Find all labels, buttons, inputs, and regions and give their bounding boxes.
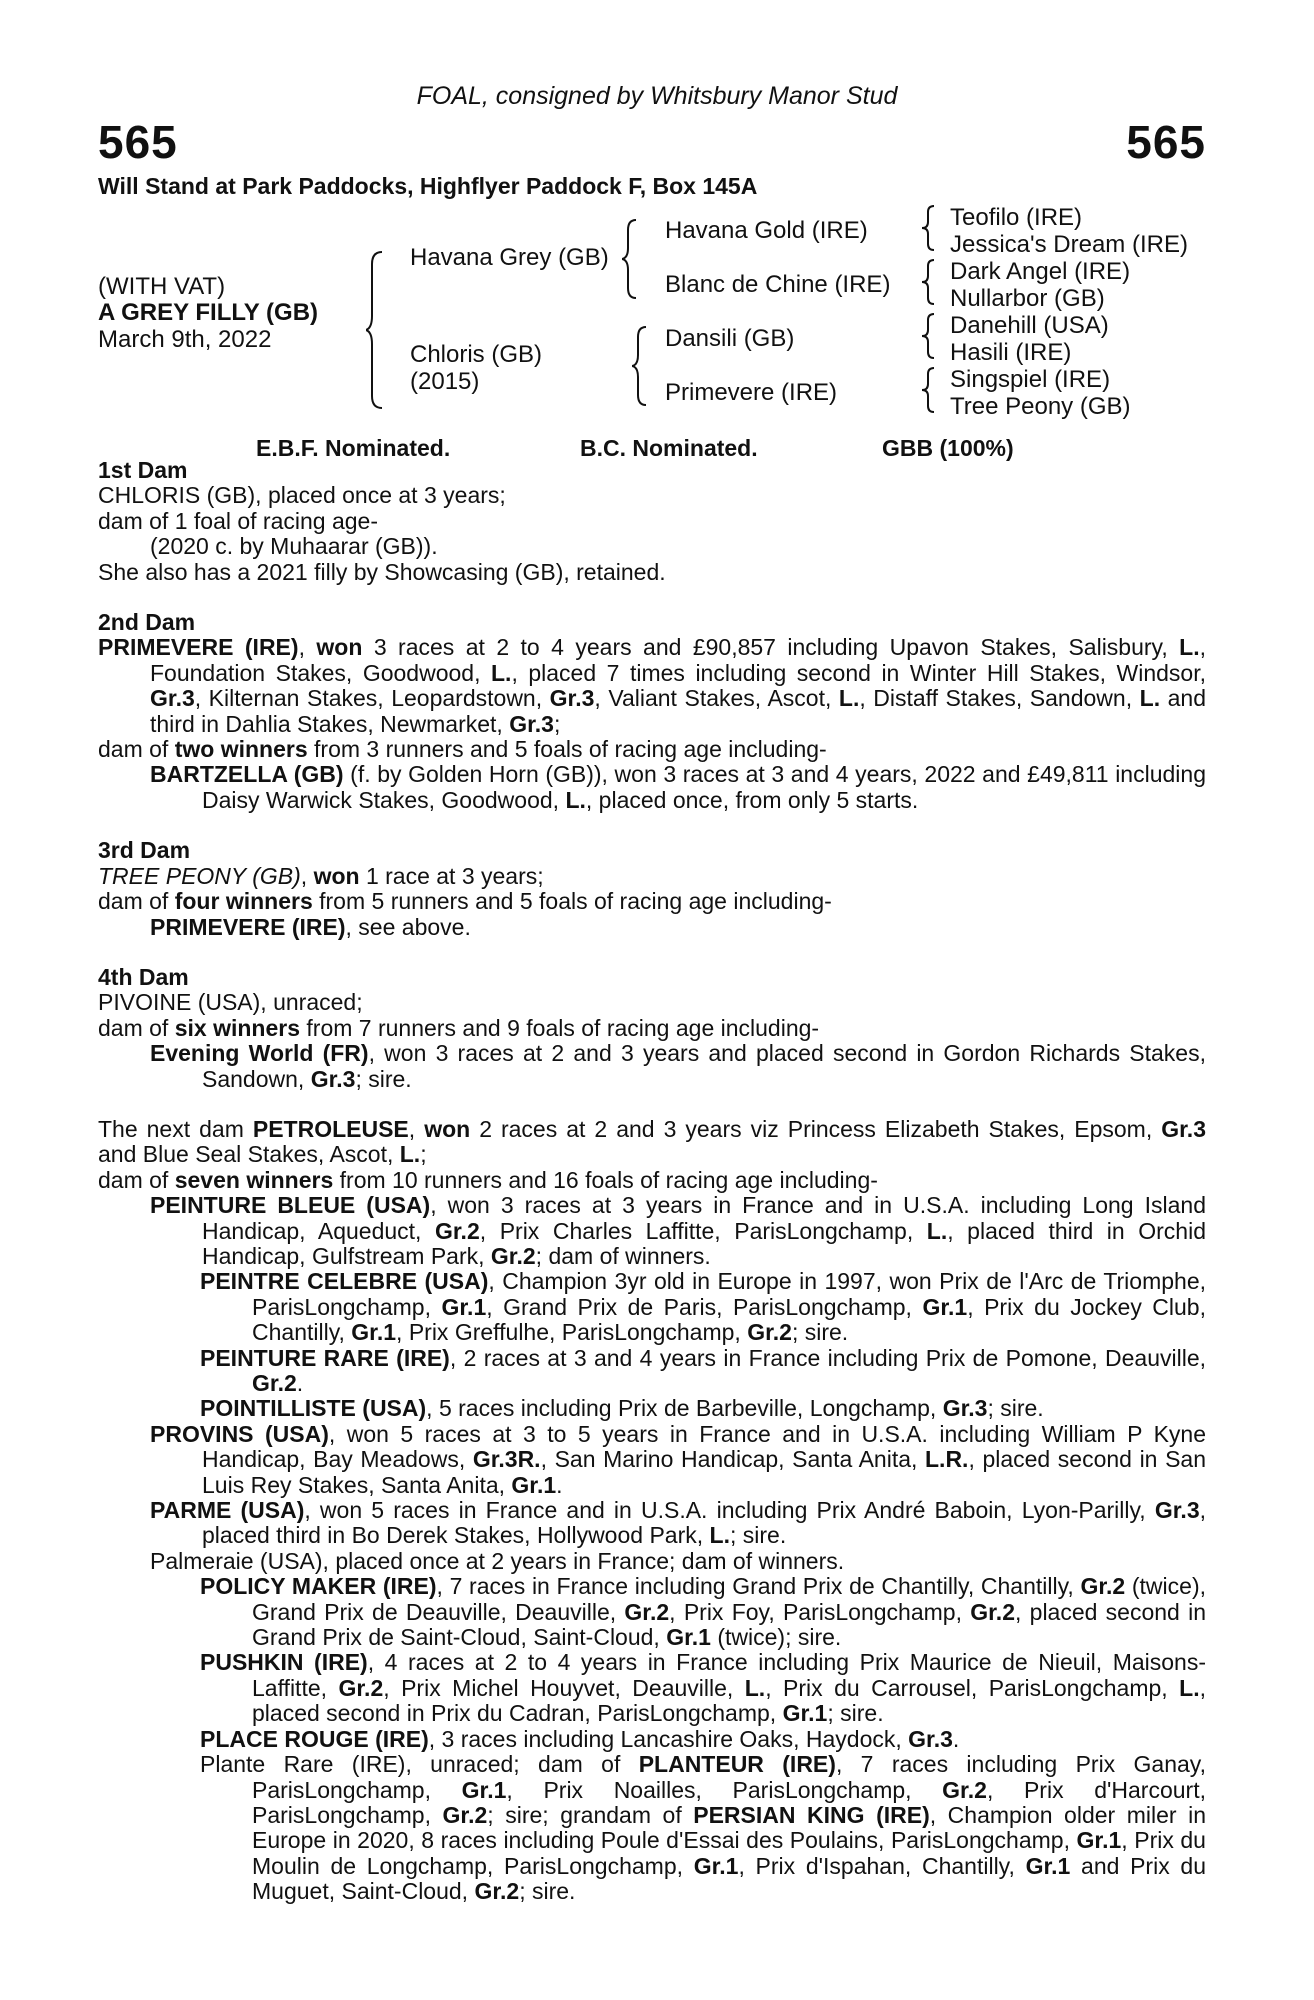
dam-sire: Dansili (GB) — [665, 325, 795, 352]
peintre-celebre-record: PEINTRE CELEBRE (USA), Champion 3yr old in Europe in 1997, won Prix de l'Arc de Triomphe, ParisLongchamp, Gr.1, Grand Prix de Paris, ParisLongchamp, Gr.1, Prix du Jockey Club, Chantilly, Gr.1, Prix Greffulhe, ParisLongchamp, Gr.2; sire. — [200, 1268, 1206, 1346]
dds: Singspiel (IRE) — [950, 366, 1111, 393]
fourth-dam-heading: 4th Dam — [98, 963, 189, 990]
second-dam-heading: 2nd Dam — [98, 609, 196, 636]
pointilliste-record: POINTILLISTE (USA), 5 races including Prix de Barbeville, Longchamp, Gr.3; sire. — [200, 1395, 1044, 1422]
bc-nomination: B.C. Nominated. — [580, 435, 758, 461]
first-dam-produce: (2020 c. by Muhaarar (GB)). — [150, 533, 438, 560]
dam-year: (2015) — [410, 368, 480, 395]
place-rouge-record: PLACE ROUGE (IRE), 3 races including Lancashire Oaks, Haydock, Gr.3. — [200, 1725, 960, 1752]
dam: Chloris (GB) — [410, 341, 543, 368]
first-dam-heading: 1st Dam — [98, 457, 188, 483]
sire-dam: Blanc de Chine (IRE) — [665, 271, 891, 298]
gbb-status: GBB (100%) — [882, 435, 1014, 461]
brace-2 — [622, 218, 644, 300]
palmeraie-record: Palmeraie (USA), placed once at 2 years in France; dam of winners. — [150, 1547, 845, 1574]
brace-6 — [920, 312, 938, 360]
sdd: Nullarbor (GB) — [950, 285, 1105, 312]
brace-1 — [366, 250, 388, 410]
lot-number-left: 565 — [98, 116, 178, 168]
dss: Danehill (USA) — [950, 312, 1109, 339]
brace-3 — [632, 325, 654, 407]
next-dam-record: The next dam PETROLEUSE, won 2 races at 2 and 3 years viz Princess Elizabeth Stakes, Epsom, Gr.3 and Blue Seal Stakes, Ascot, L.; — [98, 1115, 1206, 1168]
brace-5 — [920, 258, 938, 306]
second-dam-record: PRIMEVERE (IRE), won 3 races at 2 to 4 years and £90,857 including Upavon Stakes, Salisbury, L., Foundation Stakes, Goodwood, L., placed 7 times including second in Winter Hill Stakes, Windsor, Gr.3, Kilternan Stakes, Leopardstown, Gr.3, Valiant Stakes, Ascot, L., Distaff Stakes, Sandown, L. and third in Dahlia Stakes, Newmarket, Gr.3; — [98, 634, 1206, 737]
sds: Dark Angel (IRE) — [950, 258, 1131, 285]
third-dam-record: TREE PEONY (GB), won 1 race at 3 years; — [98, 862, 544, 889]
sire-sire: Havana Gold (IRE) — [665, 217, 868, 244]
fourth-dam-produce: dam of six winners from 7 runners and 9 foals of racing age including- — [98, 1014, 820, 1041]
brace-4 — [920, 204, 938, 252]
fourth-dam-record: PIVOINE (USA), unraced; — [98, 989, 363, 1016]
horse-name: A GREY FILLY (GB) — [98, 299, 319, 326]
first-dam-line: CHLORIS (GB), placed once at 3 years; — [98, 482, 506, 509]
sire: Havana Grey (GB) — [410, 244, 609, 271]
evening-world-record: Evening World (FR), won 3 races at 2 and 3 years and placed second in Gordon Richards Stakes, Sandown, Gr.3; sire. — [150, 1040, 1206, 1092]
policy-maker-record: POLICY MAKER (IRE), 7 races in France including Grand Prix de Chantilly, Chantilly, Gr.2 (twice), Grand Prix de Deauville, Deauville, Gr.2, Prix Foy, ParisLongchamp, Gr.2, placed second in Grand Prix de Saint-Cloud, Saint-Cloud, Gr.1 (twice); sire. — [200, 1573, 1207, 1651]
first-dam-note: She also has a 2021 filly by Showcasing (GB), retained. — [98, 558, 666, 585]
next-dam-produce: dam of seven winners from 10 runners and 16 foals of racing age including- — [98, 1166, 878, 1193]
parme-record: PARME (USA), won 5 races in France and in U.S.A. including Prix André Baboin, Lyon-Parilly, Gr.3, placed third in Bo Derek Stakes, Hollywood Park, L.; sire. — [150, 1497, 1207, 1549]
dsd: Hasili (IRE) — [950, 339, 1072, 366]
third-dam-produce: dam of four winners from 5 runners and 5 foals of racing age including- — [98, 888, 832, 915]
peinture-bleue-record: PEINTURE BLEUE (USA), won 3 races at 3 years in France and in U.S.A. including Long Island Handicap, Aqueduct, Gr.2, Prix Charles Laffitte, ParisLongchamp, L., placed third in Orchid Handicap, Gulfstream Park, Gr.2; dam of winners. — [150, 1192, 1206, 1269]
provins-record: PROVINS (USA), won 5 races at 3 to 5 years in France and in U.S.A. including William P Kyne Handicap, Bay Meadows, Gr.3R., San Marino Handicap, Santa Anita, L.R., placed second in San Luis Rey Stakes, Santa Anita, Gr.1. — [150, 1420, 1206, 1498]
lot-number-right: 565 — [1126, 116, 1206, 168]
catalogue-body — [98, 458, 1206, 1905]
dam-dam: Primevere (IRE) — [665, 379, 838, 406]
first-dam-foals: dam of 1 foal of racing age- — [98, 507, 378, 534]
ebf-nomination: E.B.F. Nominated. — [256, 435, 451, 461]
bartzella-record: BARTZELLA (GB) (f. by Golden Horn (GB)), won 3 races at 3 and 4 years, 2022 and £49,811 including Daisy Warwick Stakes, Goodwood, L., placed once, from only 5 starts. — [150, 761, 1206, 813]
sss: Teofilo (IRE) — [950, 204, 1083, 231]
pushkin-record: PUSHKIN (IRE), 4 races at 2 to 4 years in France including Prix Maurice de Nieuil, Maisons-Laffitte, Gr.2, Prix Michel Houyvet, Deauville, L., Prix du Carrousel, ParisLongchamp, L., placed second in Prix du Cadran, ParisLongchamp, Gr.1; sire. — [200, 1649, 1206, 1727]
peinture-rare-record: PEINTURE RARE (IRE), 2 races at 3 and 4 years in France including Prix de Pomone, Deauville, Gr.2. — [200, 1344, 1206, 1396]
ssd: Jessica's Dream (IRE) — [950, 231, 1188, 258]
horse-dob: March 9th, 2022 — [98, 326, 272, 353]
pedigree-table — [0, 0, 1314, 440]
vat-note: (WITH VAT) — [98, 273, 226, 300]
consignment-line: FOAL, consigned by Whitsbury Manor Stud — [416, 82, 898, 110]
plante-rare-record: Plante Rare (IRE), unraced; dam of PLANTEUR (IRE), 7 races including Prix Ganay, ParisLongchamp, Gr.1, Prix Noailles, ParisLongchamp, Gr.2, Prix d'Harcourt, ParisLongchamp, Gr.2; sire; grandam of PERSIAN KING (IRE), Champion older miler in Europe in 2020, 8 races including Poule d'Essai des Poulains, ParisLongchamp, Gr.1, Prix du Moulin de Longchamp, ParisLongchamp, Gr.1, Prix d'Ispahan, Chantilly, Gr.1 and Prix du Muguet, Saint-Cloud, Gr.2; sire. — [200, 1751, 1206, 1905]
ddd: Tree Peony (GB) — [950, 393, 1131, 420]
second-dam-produce: dam of two winners from 3 runners and 5 foals of racing age including- — [98, 736, 827, 763]
third-dam-winner: PRIMEVERE (IRE), see above. — [150, 913, 471, 940]
stand-location: Will Stand at Park Paddocks, Highflyer Paddock F, Box 145A — [98, 173, 758, 199]
third-dam-heading: 3rd Dam — [98, 837, 191, 864]
brace-7 — [920, 366, 938, 414]
